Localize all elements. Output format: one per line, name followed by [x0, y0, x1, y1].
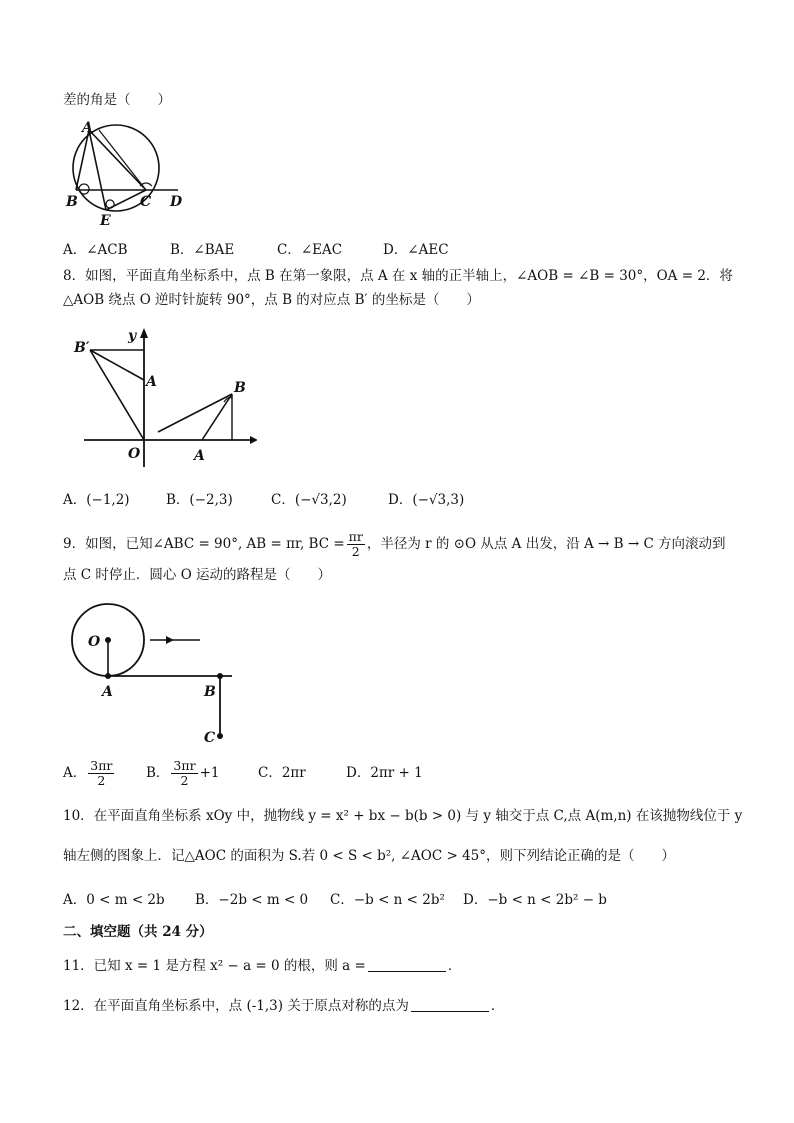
- q9-frac-num: πr: [348, 529, 363, 544]
- q10-option-a[interactable]: A．0 < m < 2b: [63, 892, 165, 908]
- q9-label-o: O: [88, 634, 101, 650]
- q7-option-a[interactable]: A．∠ACB: [63, 242, 128, 258]
- q11-stem: [63, 956, 461, 976]
- q7-label-e: E: [100, 213, 111, 229]
- q8-label-b: B: [234, 380, 246, 396]
- q9-option-a-prefix: A．: [63, 765, 87, 781]
- q9-option-a-fraction: [88, 759, 114, 788]
- q9-option-b-suffix: +1: [199, 765, 220, 781]
- q8-y-arrow: [140, 328, 148, 338]
- q12-stem: [63, 996, 504, 1016]
- q9-option-d[interactable]: D．2πr + 1: [346, 765, 423, 781]
- q9-option-b-prefix: B．: [146, 765, 170, 781]
- q7-figure: [62, 118, 187, 230]
- q8-label-b-prime: B′: [74, 340, 90, 356]
- q7-label-a: A: [82, 120, 93, 136]
- q7-label-c: C: [140, 194, 152, 210]
- q8-option-b[interactable]: B．(−2,3): [166, 492, 233, 508]
- q8-option-c[interactable]: C．(−√3,2): [271, 492, 347, 508]
- q7-segment-ac2: [99, 130, 146, 190]
- q10-stem-line1: 10．在平面直角坐标系 xOy 中，抛物线 y = x² + bx − b(b > 0) 与 y 轴交于点 C,点 A(m,n) 在该抛物线位于 y: [63, 808, 743, 824]
- q9-frac-den: 2: [351, 544, 360, 559]
- q9-label-c: C: [204, 730, 216, 746]
- q7-label-d: D: [170, 194, 183, 210]
- q8-segment-ob-prime: [90, 350, 144, 440]
- q7-option-b[interactable]: B．∠BAE: [170, 242, 235, 258]
- q11-answer-blank[interactable]: [368, 957, 446, 972]
- q9-option-a[interactable]: [63, 756, 116, 790]
- q11-stem-after: ．: [447, 958, 462, 974]
- q7-option-d[interactable]: D．∠AEC: [383, 242, 449, 258]
- q7-option-c[interactable]: C．∠EAC: [277, 242, 343, 258]
- q7-angle-mark-b: [79, 184, 89, 194]
- q10-option-b[interactable]: B．−2b < m < 0: [195, 892, 309, 908]
- q9-option-a-den: 2: [97, 773, 106, 788]
- q8-label-y: y: [128, 328, 137, 344]
- q12-answer-blank[interactable]: [411, 997, 489, 1012]
- q8-option-d[interactable]: D．(−√3,3): [388, 492, 465, 508]
- q9-stem-line2: 点 C 时停止．圆心 O 运动的路程是（ ）: [63, 567, 332, 583]
- q9-arrow-head: [166, 636, 174, 644]
- q9-stem-part1: 9．如图，已知∠ABC = 90°, AB = πr, BC =: [63, 536, 345, 552]
- q8-x-arrow: [250, 436, 257, 444]
- section-2-title: 二、填空题（共 24 分）: [63, 924, 213, 940]
- q8-label-o: O: [128, 446, 141, 462]
- q9-option-c[interactable]: C．2πr: [258, 765, 306, 781]
- q9-option-b-num: 3πr: [173, 758, 196, 773]
- q10-option-c[interactable]: C．−b < n < 2b²: [330, 892, 445, 908]
- q8-label-a-prime: A: [146, 374, 157, 390]
- q8-segment-ob: [158, 394, 232, 432]
- q7-stem-tail: 差的角是（ ）: [63, 92, 171, 108]
- q9-option-b-fraction: [171, 759, 197, 788]
- q10-stem-line2: 轴左侧的图象上．记△AOC 的面积为 S.若 0 < S < b², ∠AOC > 45°，则下列结论正确的是（ ）: [63, 848, 676, 864]
- q8-option-a[interactable]: A．(−1,2): [63, 492, 130, 508]
- q9-stem-line1: [63, 530, 726, 559]
- q9-option-a-num: 3πr: [90, 758, 113, 773]
- q9-label-a: A: [102, 684, 113, 700]
- q9-point-c: [217, 733, 223, 739]
- q8-stem-line1: 8．如图，平面直角坐标系中，点 B 在第一象限，点 A 在 x 轴的正半轴上，∠AOB = ∠B = 30°，OA = 2．将: [63, 268, 733, 284]
- q11-stem-before: 11．已知 x = 1 是方程 x² − a = 0 的根，则 a =: [63, 958, 366, 974]
- q12-stem-after: ．: [490, 998, 505, 1014]
- q9-stem-part2: ，半径为 r 的 ⊙O 从点 A 出发，沿 A → B → C 方向滚动到: [366, 536, 726, 552]
- q8-figure: [72, 322, 257, 470]
- q12-stem-before: 12．在平面直角坐标系中，点 (-1,3) 关于原点对称的点为: [63, 998, 409, 1014]
- q7-label-b: B: [66, 194, 78, 210]
- q9-figure: [70, 600, 250, 748]
- q10-option-d[interactable]: D．−b < n < 2b² − b: [463, 892, 607, 908]
- q7-angle-mark-e: [106, 200, 114, 208]
- q7-segment-ab: [76, 130, 89, 190]
- q7-segment-ac: [89, 130, 146, 190]
- q9-option-b-den: 2: [180, 773, 189, 788]
- q8-stem-line2: △AOB 绕点 O 逆时针旋转 90°，点 B 的对应点 B′ 的坐标是（ ）: [63, 292, 480, 308]
- q8-label-a: A: [194, 448, 205, 464]
- q9-option-b[interactable]: [146, 756, 219, 790]
- q9-label-b: B: [204, 684, 216, 700]
- q9-stem-fraction: [347, 530, 365, 559]
- q7-segment-ae: [89, 130, 106, 210]
